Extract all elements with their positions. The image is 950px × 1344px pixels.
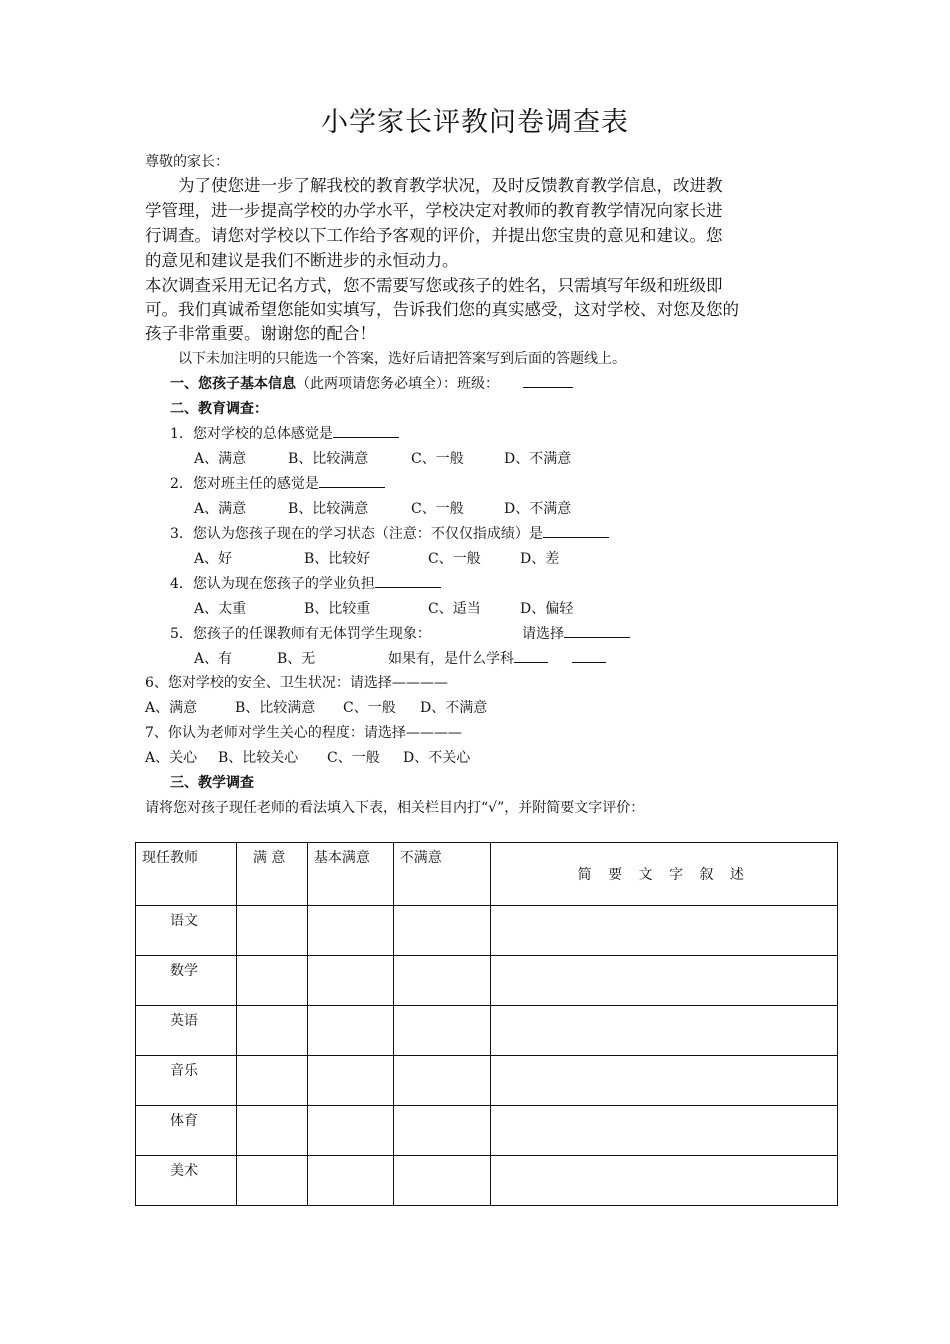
question-3-option-a: A、好: [194, 551, 233, 567]
table-row: [136, 906, 838, 956]
instruction-note: 以下未加注明的只能选一个答案，选好后请把答案写到后面的答题线上。: [178, 351, 626, 367]
basic-satisfied-cell[interactable]: [307, 1056, 393, 1106]
question-5-prompt: [522, 623, 630, 643]
question-5-subject-line-1[interactable]: [514, 648, 548, 663]
question-7-option-a: A、关心: [145, 750, 198, 766]
basic-satisfied-cell[interactable]: [307, 1106, 393, 1156]
question-1-option-c: C、一般: [411, 451, 464, 467]
unsatisfied-cell[interactable]: [393, 1006, 490, 1056]
question-2-text: 2．您对班主任的感觉是: [170, 476, 319, 492]
summary-cell[interactable]: [490, 1006, 837, 1056]
question-6-option-a: A、满意: [145, 700, 198, 716]
question-1-answer-line[interactable]: [333, 423, 399, 438]
intro-line-1: 为了使您进一步了解我校的教育教学状况，及时反馈教育教学信息，改进教: [178, 176, 723, 195]
question-5-text: 5．您孩子的任课教师有无体罚学生现象：: [170, 626, 431, 642]
question-6-option-d: D、不满意: [420, 700, 488, 716]
subject-cell: 体育: [136, 1106, 237, 1156]
question-7-option-c: C、一般: [327, 750, 380, 766]
question-4-option-b: B、比较重: [304, 601, 371, 617]
intro-line-5: 本次调查采用无记名方式，您不需要写您或孩子的姓名，只需填写年级和班级即: [145, 276, 723, 295]
subject-cell: 语文: [136, 906, 237, 956]
basic-satisfied-cell[interactable]: [307, 1006, 393, 1056]
section-1: [170, 373, 573, 393]
satisfied-cell[interactable]: [236, 1156, 307, 1206]
question-7-option-d: D、不关心: [403, 750, 471, 766]
header-satisfied: 满 意: [236, 843, 307, 906]
section-3-heading: 三、教学调查: [170, 775, 254, 791]
unsatisfied-cell[interactable]: [393, 956, 490, 1006]
summary-cell[interactable]: [490, 906, 837, 956]
class-blank[interactable]: [523, 373, 573, 388]
question-6-option-b: B、比较满意: [235, 700, 316, 716]
question-2-answer-line[interactable]: [319, 473, 385, 488]
question-2-option-d: D、不满意: [504, 501, 572, 517]
intro-line-3: 行调查。请您对学校以下工作给予客观的评价，并提出您宝贵的意见和建议。您: [145, 226, 723, 245]
question-5-option-a: A、有: [194, 651, 233, 667]
table-row: [136, 956, 838, 1006]
question-5-prompt-label: 请选择: [522, 626, 564, 642]
question-1: [170, 423, 399, 443]
question-4-option-d: D、偏轻: [520, 601, 574, 617]
summary-cell[interactable]: [490, 1156, 837, 1206]
question-4-option-c: C、适当: [428, 601, 481, 617]
table-header-row: [136, 843, 838, 906]
question-4-text: 4．您认为现在您孩子的学业负担: [170, 576, 375, 592]
question-3-option-c: C、一般: [428, 551, 481, 567]
table-row: [136, 1056, 838, 1106]
intro-line-7: 孩子非常重要。谢谢您的配合！: [145, 324, 376, 343]
subject-cell: 英语: [136, 1006, 237, 1056]
table-row: [136, 1106, 838, 1156]
subject-cell: 音乐: [136, 1056, 237, 1106]
question-3-text: 3．您认为您孩子现在的学习状态（注意：不仅仅指成绩）是: [170, 526, 543, 542]
question-3: [170, 523, 609, 543]
header-basic-satisfied: 基本满意: [307, 843, 393, 906]
basic-satisfied-cell[interactable]: [307, 956, 393, 1006]
question-2: [170, 473, 385, 493]
intro-line-2: 学管理，进一步提高学校的办学水平，学校决定对教师的教育教学情况向家长进: [145, 201, 723, 220]
salutation: 尊敬的家长：: [145, 154, 229, 170]
question-3-option-b: B、比较好: [304, 551, 371, 567]
page-title: 小学家长评教问卷调查表: [321, 107, 629, 138]
unsatisfied-cell[interactable]: [393, 1056, 490, 1106]
question-2-option-c: C、一般: [411, 501, 464, 517]
header-teacher: 现任教师: [136, 843, 237, 906]
table-row: [136, 1006, 838, 1056]
question-5-subject-line-2[interactable]: [572, 648, 606, 663]
section-1-note: （此两项请您务必填全）：班级：: [296, 376, 499, 392]
question-1-option-a: A、满意: [194, 451, 247, 467]
question-5-answer-line[interactable]: [564, 623, 630, 638]
question-5-followup: [388, 648, 606, 668]
question-5-option-b: B、无: [277, 651, 316, 667]
table-row: [136, 1156, 838, 1206]
subject-cell: 美术: [136, 1156, 237, 1206]
satisfied-cell[interactable]: [236, 1006, 307, 1056]
summary-cell[interactable]: [490, 1106, 837, 1156]
intro-line-4: 的意见和建议是我们不断进步的永恒动力。: [145, 251, 459, 270]
teacher-evaluation-table: [135, 842, 838, 1206]
header-unsatisfied: 不满意: [393, 843, 490, 906]
basic-satisfied-cell[interactable]: [307, 906, 393, 956]
unsatisfied-cell[interactable]: [393, 906, 490, 956]
summary-cell[interactable]: [490, 956, 837, 1006]
question-4-answer-line[interactable]: [375, 573, 441, 588]
question-3-answer-line[interactable]: [543, 523, 609, 538]
question-4: [170, 573, 441, 593]
unsatisfied-cell[interactable]: [393, 1156, 490, 1206]
section-2-heading: 二、教育调查：: [170, 401, 268, 417]
section-1-heading: 一、您孩子基本信息: [170, 376, 296, 392]
question-1-option-d: D、不满意: [504, 451, 572, 467]
satisfied-cell[interactable]: [236, 906, 307, 956]
question-5-followup-label: 如果有，是什么学科: [388, 651, 514, 667]
header-summary: 简 要 文 字 叙 述: [490, 843, 837, 906]
subject-cell: 数学: [136, 956, 237, 1006]
intro-line-6: 可。我们真诚希望您能如实填写，告诉我们您的真实感受，这对学校、对您及您的: [145, 300, 739, 319]
question-7-text: 7、你认为老师对学生关心的程度：请选择————: [145, 725, 462, 741]
question-4-option-a: A、太重: [194, 601, 247, 617]
question-2-option-b: B、比较满意: [288, 501, 369, 517]
question-1-text: 1．您对学校的总体感觉是: [170, 426, 333, 442]
question-6-text: 6、您对学校的安全、卫生状况：请选择————: [145, 675, 448, 691]
unsatisfied-cell[interactable]: [393, 1106, 490, 1156]
question-6-option-c: C、一般: [343, 700, 396, 716]
question-3-option-d: D、差: [520, 551, 560, 567]
question-7-option-b: B、比较关心: [218, 750, 299, 766]
satisfied-cell[interactable]: [236, 1056, 307, 1106]
question-2-option-a: A、满意: [194, 501, 247, 517]
section-3-instruction: 请将您对孩子现任老师的看法填入下表，相关栏目内打“√”，并附简要文字评价：: [145, 800, 645, 816]
satisfied-cell[interactable]: [236, 956, 307, 1006]
basic-satisfied-cell[interactable]: [307, 1156, 393, 1206]
summary-cell[interactable]: [490, 1056, 837, 1106]
question-1-option-b: B、比较满意: [288, 451, 369, 467]
satisfied-cell[interactable]: [236, 1106, 307, 1156]
